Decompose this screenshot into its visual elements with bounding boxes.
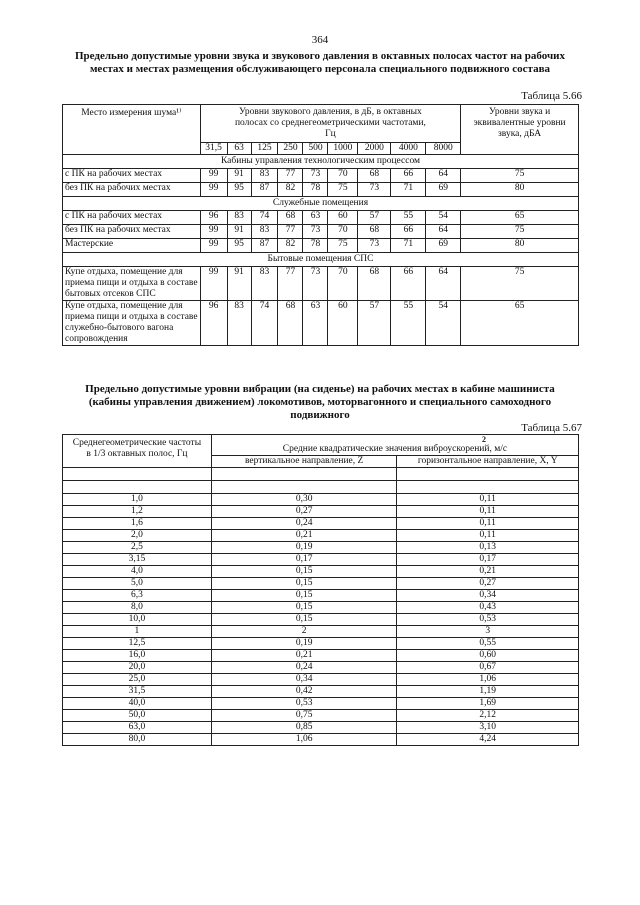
value-cell: 68: [278, 301, 303, 346]
value-cell: 73: [358, 183, 391, 197]
horizontal-cell: 1,19: [397, 686, 579, 698]
place-cell: без ПК на рабочих местах: [63, 225, 201, 239]
horizontal-cell: 4,24: [397, 734, 579, 746]
value-cell: 74: [251, 301, 278, 346]
table-row: [63, 239, 579, 253]
horizontal-cell: 0,43: [397, 602, 579, 614]
vertical-cell: 0,15: [211, 614, 397, 626]
group-title: Кабины управления технологическим процессом: [63, 155, 579, 169]
value-cell: 69: [426, 239, 461, 253]
table-row: [63, 554, 579, 566]
freq-cell: 16,0: [63, 650, 212, 662]
vertical-cell: 1,06: [211, 734, 397, 746]
value-cell: 78: [303, 183, 328, 197]
value-cell: 70: [328, 267, 358, 301]
frequency-header-cell: 500: [303, 143, 328, 155]
level-cell: 65: [461, 301, 579, 346]
value-cell: 63: [303, 301, 328, 346]
table-row: [63, 686, 579, 698]
table-row: [63, 698, 579, 710]
horizontal-cell: 0,60: [397, 650, 579, 662]
horizontal-cell: 1,69: [397, 698, 579, 710]
column-number-cell: 2: [211, 626, 397, 638]
table-row: [63, 267, 579, 301]
freq-cell: 3,15: [63, 554, 212, 566]
table-row: [63, 650, 579, 662]
header-rms-number: 2: [482, 435, 486, 444]
place-cell: Купе отдыха, помещение для приема пищи и отдыха в составе бытовых отсеков СПС: [63, 267, 201, 301]
table-row: [63, 183, 579, 197]
noise-levels-table: [62, 104, 579, 346]
vertical-cell: 0,21: [211, 530, 397, 542]
table-row: [63, 614, 579, 626]
place-cell: Купе отдыха, помещение для приема пищи и отдыха в составе служебно-бытового вагона сопровождения: [63, 301, 201, 346]
horizontal-cell: 0,11: [397, 494, 579, 506]
vertical-cell: 0,27: [211, 506, 397, 518]
value-cell: 68: [278, 211, 303, 225]
vertical-cell: 0,15: [211, 578, 397, 590]
table-row: [63, 602, 579, 614]
value-cell: 87: [251, 183, 278, 197]
header-rms-label: Средние квадратические значения виброускорений, м/с: [282, 444, 508, 454]
header-pressure: Уровни звукового давления, в дБ, в октавных полосах со среднегеометрическими частотами, Гц: [200, 105, 461, 143]
value-cell: 77: [278, 169, 303, 183]
value-cell: 78: [303, 239, 328, 253]
freq-cell: 1,6: [63, 518, 212, 530]
blank-cell: [397, 468, 579, 481]
header-place: Место измерения шума¹⁾: [63, 105, 201, 155]
table-row: [63, 578, 579, 590]
frequency-header-cell: 125: [251, 143, 278, 155]
value-cell: 99: [200, 267, 227, 301]
value-cell: 63: [303, 211, 328, 225]
frequency-header-cell: 4000: [391, 143, 426, 155]
freq-cell: 31,5: [63, 686, 212, 698]
vertical-cell: 0,15: [211, 566, 397, 578]
column-number-cell: 3: [397, 626, 579, 638]
header-horizontal: горизонтальное направление, X, Y: [397, 456, 579, 468]
table-row: [63, 590, 579, 602]
value-cell: 57: [358, 301, 391, 346]
value-cell: 73: [358, 239, 391, 253]
header-vertical: вертикальное направление, Z: [211, 456, 397, 468]
table-row: [63, 674, 579, 686]
freq-cell: 80,0: [63, 734, 212, 746]
group-title: Бытовые помещения СПС: [63, 253, 579, 267]
vertical-cell: 0,15: [211, 602, 397, 614]
value-cell: 74: [251, 211, 278, 225]
value-cell: 83: [251, 267, 278, 301]
noise-levels-table-body: [63, 105, 579, 346]
freq-cell: 1,2: [63, 506, 212, 518]
vibration-levels-table: [62, 434, 579, 746]
horizontal-cell: 0,11: [397, 530, 579, 542]
freq-cell: 2,5: [63, 542, 212, 554]
table-5-66-number: Таблица 5.66: [521, 90, 582, 102]
horizontal-cell: 0,13: [397, 542, 579, 554]
value-cell: 83: [227, 301, 251, 346]
value-cell: 66: [391, 169, 426, 183]
frequency-header-cell: 63: [227, 143, 251, 155]
horizontal-cell: 2,12: [397, 710, 579, 722]
level-cell: 75: [461, 225, 579, 239]
group-row: [63, 253, 579, 267]
freq-cell: 2,0: [63, 530, 212, 542]
value-cell: 54: [426, 301, 461, 346]
freq-cell: 40,0: [63, 698, 212, 710]
value-cell: 70: [328, 225, 358, 239]
table-5-67-number: Таблица 5.67: [521, 422, 582, 434]
freq-cell: 20,0: [63, 662, 212, 674]
vertical-cell: 0,24: [211, 518, 397, 530]
page-number: 364: [311, 34, 329, 46]
value-cell: 64: [426, 225, 461, 239]
table-row: [63, 566, 579, 578]
value-cell: 83: [251, 225, 278, 239]
value-cell: 99: [200, 169, 227, 183]
vertical-cell: 0,75: [211, 710, 397, 722]
value-cell: 95: [227, 183, 251, 197]
freq-cell: 63,0: [63, 722, 212, 734]
vertical-cell: 0,30: [211, 494, 397, 506]
horizontal-cell: 0,67: [397, 662, 579, 674]
vertical-cell: 0,53: [211, 698, 397, 710]
horizontal-cell: 0,53: [397, 614, 579, 626]
blank-cell: [63, 468, 212, 481]
value-cell: 71: [391, 239, 426, 253]
horizontal-cell: 0,55: [397, 638, 579, 650]
value-cell: 54: [426, 211, 461, 225]
value-cell: 99: [200, 225, 227, 239]
blank-cell: [397, 481, 579, 494]
vertical-cell: 0,21: [211, 650, 397, 662]
vibration-levels-table-body: [63, 435, 579, 746]
value-cell: 64: [426, 169, 461, 183]
value-cell: 75: [328, 239, 358, 253]
value-cell: 82: [278, 239, 303, 253]
table-row: [63, 494, 579, 506]
level-cell: 80: [461, 239, 579, 253]
value-cell: 83: [251, 169, 278, 183]
freq-cell: 12,5: [63, 638, 212, 650]
value-cell: 91: [227, 267, 251, 301]
level-cell: 75: [461, 169, 579, 183]
place-cell: с ПК на рабочих местах: [63, 211, 201, 225]
table-5-66-title: Предельно допустимые уровни звука и звукового давления в октавных полосах частот на рабочих местах и местах размещения обслуживающего персонала специального подвижного состава: [74, 50, 566, 75]
vertical-cell: 0,17: [211, 554, 397, 566]
group-row: [63, 155, 579, 169]
header-equivalent: Уровни звука и эквивалентные уровни звука, дБА: [461, 105, 579, 155]
freq-cell: 5,0: [63, 578, 212, 590]
value-cell: 91: [227, 225, 251, 239]
value-cell: 55: [391, 301, 426, 346]
vertical-cell: 0,19: [211, 638, 397, 650]
table-row: [63, 722, 579, 734]
table-5-67-title: Предельно допустимые уровни вибрации (на сиденье) на рабочих местах в кабине машиниста (кабины управления движением) локомотивов, моторвагонного и специального самоходного подвижного: [85, 383, 555, 421]
horizontal-cell: 0,34: [397, 590, 579, 602]
value-cell: 71: [391, 183, 426, 197]
value-cell: 91: [227, 169, 251, 183]
horizontal-cell: 0,17: [397, 554, 579, 566]
horizontal-cell: 0,11: [397, 518, 579, 530]
value-cell: 60: [328, 211, 358, 225]
value-cell: 83: [227, 211, 251, 225]
value-cell: 96: [200, 301, 227, 346]
blank-cell: [211, 481, 397, 494]
level-cell: 75: [461, 267, 579, 301]
table-row: [63, 542, 579, 554]
horizontal-cell: 0,21: [397, 566, 579, 578]
value-cell: 73: [303, 225, 328, 239]
blank-cell: [211, 468, 397, 481]
horizontal-cell: 1,06: [397, 674, 579, 686]
value-cell: 66: [391, 267, 426, 301]
table-row: [63, 530, 579, 542]
vertical-cell: 0,15: [211, 590, 397, 602]
frequency-header-cell: 250: [278, 143, 303, 155]
blank-cell: [63, 481, 212, 494]
table-row: [63, 518, 579, 530]
numbering-row: [63, 626, 579, 638]
value-cell: 77: [278, 267, 303, 301]
freq-cell: 1,0: [63, 494, 212, 506]
group-title: Служебные помещения: [63, 197, 579, 211]
frequency-header-cell: 1000: [328, 143, 358, 155]
table-row: [63, 638, 579, 650]
vertical-cell: 0,85: [211, 722, 397, 734]
table-row: [63, 710, 579, 722]
freq-cell: 6,3: [63, 590, 212, 602]
value-cell: 57: [358, 211, 391, 225]
value-cell: 60: [328, 301, 358, 346]
horizontal-cell: 0,27: [397, 578, 579, 590]
table-row: [63, 662, 579, 674]
value-cell: 96: [200, 211, 227, 225]
value-cell: 69: [426, 183, 461, 197]
value-cell: 82: [278, 183, 303, 197]
column-number-cell: 1: [63, 626, 212, 638]
freq-cell: 4,0: [63, 566, 212, 578]
value-cell: 68: [358, 267, 391, 301]
value-cell: 99: [200, 183, 227, 197]
value-cell: 68: [358, 225, 391, 239]
horizontal-cell: 3,10: [397, 722, 579, 734]
header-frequency: Среднегеометрические частоты в 1/3 октавных полос, Гц: [63, 435, 212, 468]
table-row: [63, 211, 579, 225]
table-row: [63, 301, 579, 346]
frequency-header-cell: 2000: [358, 143, 391, 155]
place-cell: с ПК на рабочих местах: [63, 169, 201, 183]
value-cell: 66: [391, 225, 426, 239]
value-cell: 99: [200, 239, 227, 253]
place-cell: без ПК на рабочих местах: [63, 183, 201, 197]
table-row: [63, 225, 579, 239]
value-cell: 70: [328, 169, 358, 183]
value-cell: 64: [426, 267, 461, 301]
frequency-header-cell: 8000: [426, 143, 461, 155]
freq-cell: 25,0: [63, 674, 212, 686]
value-cell: 75: [328, 183, 358, 197]
value-cell: 68: [358, 169, 391, 183]
vertical-cell: 0,24: [211, 662, 397, 674]
vertical-cell: 0,42: [211, 686, 397, 698]
table-row: [63, 169, 579, 183]
header-rms: [211, 435, 578, 456]
value-cell: 73: [303, 169, 328, 183]
level-cell: 65: [461, 211, 579, 225]
freq-cell: 8,0: [63, 602, 212, 614]
horizontal-cell: 0,11: [397, 506, 579, 518]
place-cell: Мастерские: [63, 239, 201, 253]
value-cell: 77: [278, 225, 303, 239]
freq-cell: 50,0: [63, 710, 212, 722]
level-cell: 80: [461, 183, 579, 197]
freq-cell: 10,0: [63, 614, 212, 626]
value-cell: 55: [391, 211, 426, 225]
table-row: [63, 506, 579, 518]
frequency-header-cell: 31,5: [200, 143, 227, 155]
value-cell: 87: [251, 239, 278, 253]
vertical-cell: 0,19: [211, 542, 397, 554]
value-cell: 95: [227, 239, 251, 253]
table-row: [63, 734, 579, 746]
vertical-cell: 0,34: [211, 674, 397, 686]
group-row: [63, 197, 579, 211]
value-cell: 73: [303, 267, 328, 301]
